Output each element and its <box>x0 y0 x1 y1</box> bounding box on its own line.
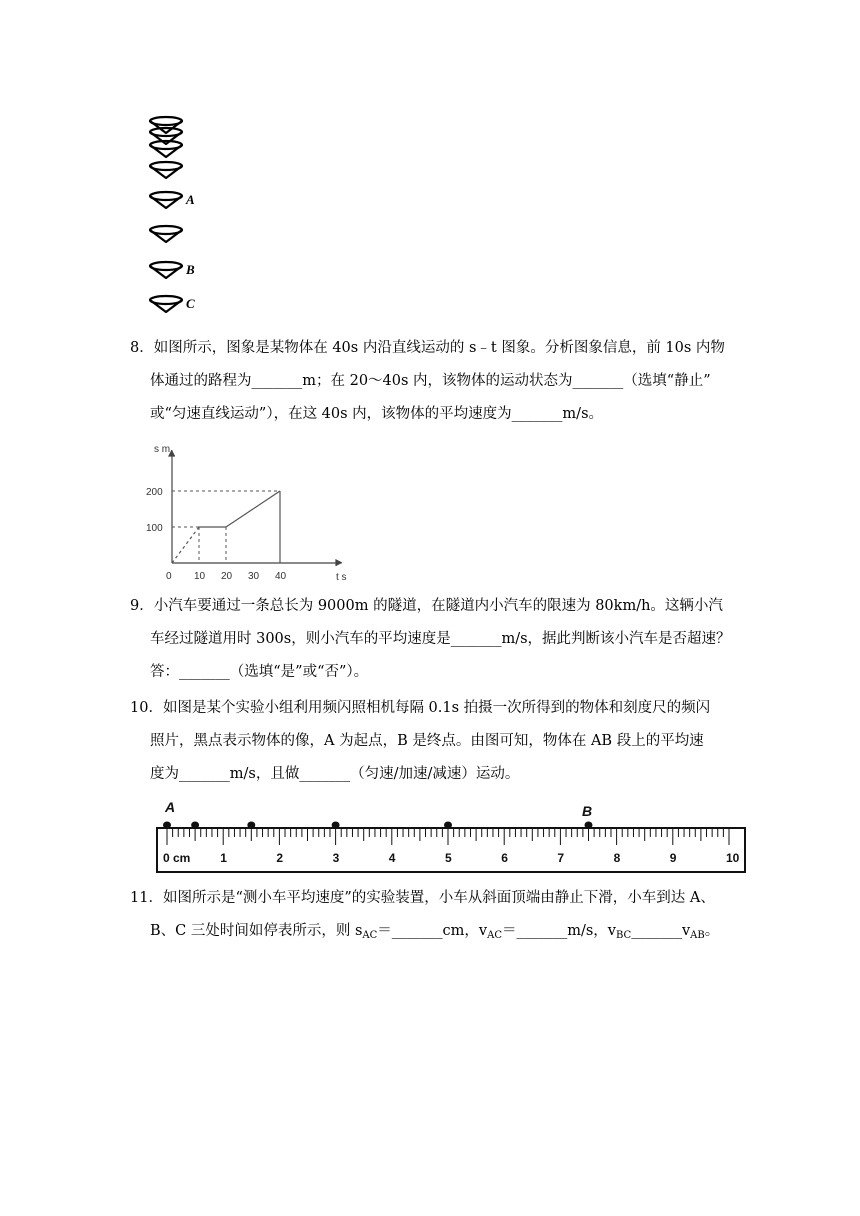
object-dot <box>191 822 199 829</box>
ruler-label: 2 <box>276 851 284 865</box>
q11-text-c: ＝_______m/s，v <box>501 923 617 939</box>
object-dot <box>585 822 593 829</box>
ruler-label: 3 <box>332 851 340 865</box>
cone-icon <box>148 190 184 210</box>
object-dot <box>247 822 255 829</box>
x-tick-label: 10 <box>194 571 206 582</box>
cone-icon <box>148 224 184 244</box>
q11-line2 <box>150 921 719 946</box>
object-dot <box>332 822 340 829</box>
q11-sub-ac2: AC <box>487 930 502 941</box>
q8-line1: 8．如图所示，图象是某物体在 40s 内沿直线运动的 s﹣t 图象。分析图象信息，前 10s 内物 <box>130 340 725 356</box>
q9-line2: 车经过隧道用时 300s，则小汽车的平均速度是_______m/s，据此判断该小汽车是否超速？ <box>150 631 731 647</box>
ruler-label: 4 <box>388 851 396 865</box>
q10-line1: 10．如图是某个实验小组利用频闪照相机每隔 0.1s 拍摄一次所得到的物体和刻度尺的频闪 <box>130 700 711 716</box>
q11-line1: 11．如图所示是“测小车平均速度”的实验装置，小车从斜面顶端由静止下滑，小车到达 A、 <box>130 890 715 906</box>
q10-line3: 度为_______m/s，且做_______（匀速/加速/减速）运动。 <box>150 766 520 782</box>
q8-line2: 体通过的路程为_______m；在 20～40s 内，该物体的运动状态为_______（选填“静止” <box>150 373 711 389</box>
cone-icon <box>148 139 184 159</box>
q11-sub-ab: AB <box>690 930 705 941</box>
q11-sub-ac: AC <box>362 930 378 941</box>
cone-label: B <box>186 262 195 277</box>
q11-sub-bc: BC <box>616 930 632 941</box>
cone-icon <box>148 160 184 180</box>
ruler-label: 6 <box>501 851 508 865</box>
q9-line3: 答：_______（选填“是”或“否”）。 <box>150 664 369 680</box>
cone-item <box>148 292 195 316</box>
object-dot <box>444 822 452 829</box>
q11-text-d: _______v <box>631 923 691 939</box>
cone-label: C <box>186 296 195 311</box>
series-segment <box>226 491 280 527</box>
point-a-label: A <box>165 799 176 815</box>
cone-label: A <box>186 192 195 207</box>
x-tick-label: 20 <box>221 571 233 582</box>
ruler-label: 9 <box>669 851 677 865</box>
series-segment <box>172 527 199 563</box>
cone-item <box>148 222 184 246</box>
x-tick-label: 40 <box>275 571 287 582</box>
q10-line2: 照片，黑点表示物体的像，A 为起点，B 是终点。由图可知，物体在 AB 段上的平均速 <box>150 733 704 749</box>
x-arrow <box>336 560 342 566</box>
x-tick-label: 30 <box>248 571 260 582</box>
cone-icon <box>148 260 184 280</box>
q8-line3: 或“匀速直线运动”），在这 40s 内，该物体的平均速度为_______m/s。 <box>150 406 604 422</box>
cone-item <box>148 258 195 282</box>
ruler-label: 7 <box>557 851 565 865</box>
x-tick-label: 0 <box>166 571 172 582</box>
cone-item <box>148 158 184 182</box>
y-axis-label: s m <box>154 444 171 455</box>
point-b-label: B <box>582 803 593 819</box>
y-tick-label: 200 <box>146 487 163 498</box>
x-axis-label: t s <box>336 572 347 583</box>
object-dot <box>163 822 171 829</box>
q11-text-b: ＝_______cm，v <box>377 923 488 939</box>
st-graph <box>140 440 360 590</box>
ruler-label: 1 <box>220 851 227 865</box>
cone-icon <box>148 294 184 314</box>
q9-line1: 9．小汽车要通过一条总长为 9000m 的隧道，在隧道内小汽车的限速为 80km/h。这辆小汽 <box>130 598 723 614</box>
ruler-label: 8 <box>613 851 621 865</box>
ruler-label: 5 <box>445 851 452 865</box>
q11-text-a: B、C 三处时间如停表所示，则 s <box>150 923 363 939</box>
y-tick-label: 100 <box>146 523 163 534</box>
ruler-label: 0 cm <box>163 851 191 865</box>
ruler-figure <box>145 796 750 878</box>
cone-item <box>148 188 195 212</box>
ruler-label: 10 <box>726 851 740 865</box>
q11-text-e: 。 <box>704 923 720 939</box>
